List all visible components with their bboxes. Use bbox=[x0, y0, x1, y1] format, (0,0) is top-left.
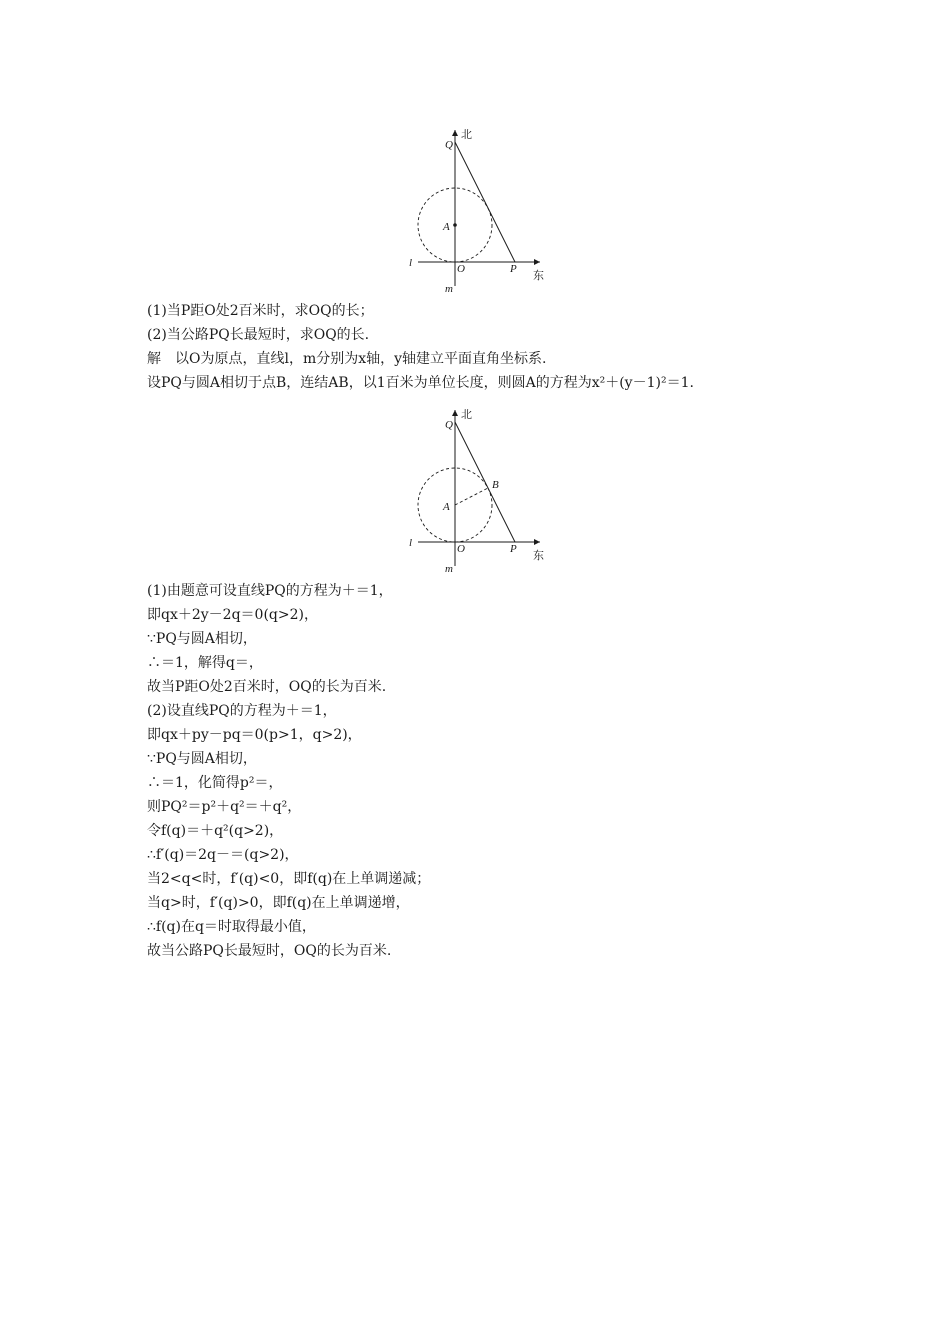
east-arrow-icon bbox=[534, 259, 540, 265]
label-q: Q bbox=[445, 419, 453, 431]
label-p: P bbox=[510, 263, 517, 275]
label-b: B bbox=[492, 479, 499, 491]
part2-line-9: 当q>时，f′(q)>0，即f(q)在上单调递增， bbox=[147, 895, 410, 911]
part2-line-2: 即qx＋py－pq＝0(p>1，q>2)， bbox=[147, 727, 362, 743]
north-arrow-icon bbox=[452, 130, 458, 136]
question-part-2: (2)当公路PQ长最短时，求OQ的长. bbox=[147, 327, 370, 343]
point-a bbox=[453, 223, 457, 227]
part1-line-3: ∵PQ与圆A相切， bbox=[147, 631, 257, 647]
part2-line-6: 令f(q)＝＋q²(q>2)， bbox=[147, 823, 284, 839]
part2-line-4: ∴＝1，化简得p²＝， bbox=[147, 775, 283, 791]
north-arrow-icon bbox=[452, 410, 458, 416]
part2-line-3: ∵PQ与圆A相切， bbox=[147, 751, 257, 767]
label-o: O bbox=[457, 543, 465, 555]
radius-ab bbox=[455, 488, 488, 505]
part1-line-2: 即qx＋2y－2q＝0(q>2)， bbox=[147, 607, 318, 623]
label-a: A bbox=[443, 221, 450, 233]
part2-line-1: (2)设直线PQ的方程为＋＝1， bbox=[147, 703, 337, 719]
figure-road-circle-1 bbox=[400, 126, 550, 296]
solution-intro-1: 解 以O为原点，直线l，m分别为x轴，y轴建立平面直角坐标系. bbox=[147, 351, 547, 367]
label-a: A bbox=[443, 501, 450, 513]
label-m: m bbox=[445, 283, 453, 295]
part2-line-10: ∴f(q)在q＝时取得最小值， bbox=[147, 919, 316, 935]
label-q: Q bbox=[445, 139, 453, 151]
figure-road-circle-2 bbox=[400, 406, 550, 576]
road-pq bbox=[455, 142, 515, 262]
part1-line-5: 故当P距O处2百米时，OQ的长为百米. bbox=[147, 679, 387, 695]
figure-2-diagram bbox=[400, 406, 550, 576]
part1-line-4: ∴＝1，解得q＝， bbox=[147, 655, 263, 671]
label-l: l bbox=[409, 257, 413, 269]
north-label: 北 bbox=[461, 408, 472, 421]
label-o: O bbox=[457, 263, 465, 275]
solution-intro-2: 设PQ与圆A相切于点B，连结AB，以1百米为单位长度，则圆A的方程为x²＋(y－1)²＝1. bbox=[147, 375, 694, 391]
north-label: 北 bbox=[461, 128, 472, 141]
part2-line-5: 则PQ²＝p²＋q²＝＋q²， bbox=[147, 799, 302, 815]
label-m: m bbox=[445, 563, 453, 575]
label-p: P bbox=[510, 543, 517, 555]
east-arrow-icon bbox=[534, 539, 540, 545]
part2-line-8: 当2<q<时，f′(q)<0，即f(q)在上单调递减； bbox=[147, 871, 431, 887]
label-l: l bbox=[409, 537, 413, 549]
part2-line-11: 故当公路PQ长最短时，OQ的长为百米. bbox=[147, 943, 392, 959]
east-label: 东 bbox=[533, 269, 544, 282]
east-label: 东 bbox=[533, 549, 544, 562]
question-part-1: (1)当P距O处2百米时，求OQ的长； bbox=[147, 303, 374, 319]
road-pq bbox=[455, 422, 515, 542]
part2-line-7: ∴f′(q)＝2q－＝(q>2)， bbox=[147, 847, 299, 863]
part1-line-1: (1)由题意可设直线PQ的方程为＋＝1， bbox=[147, 583, 393, 599]
figure-1-diagram bbox=[400, 126, 550, 296]
